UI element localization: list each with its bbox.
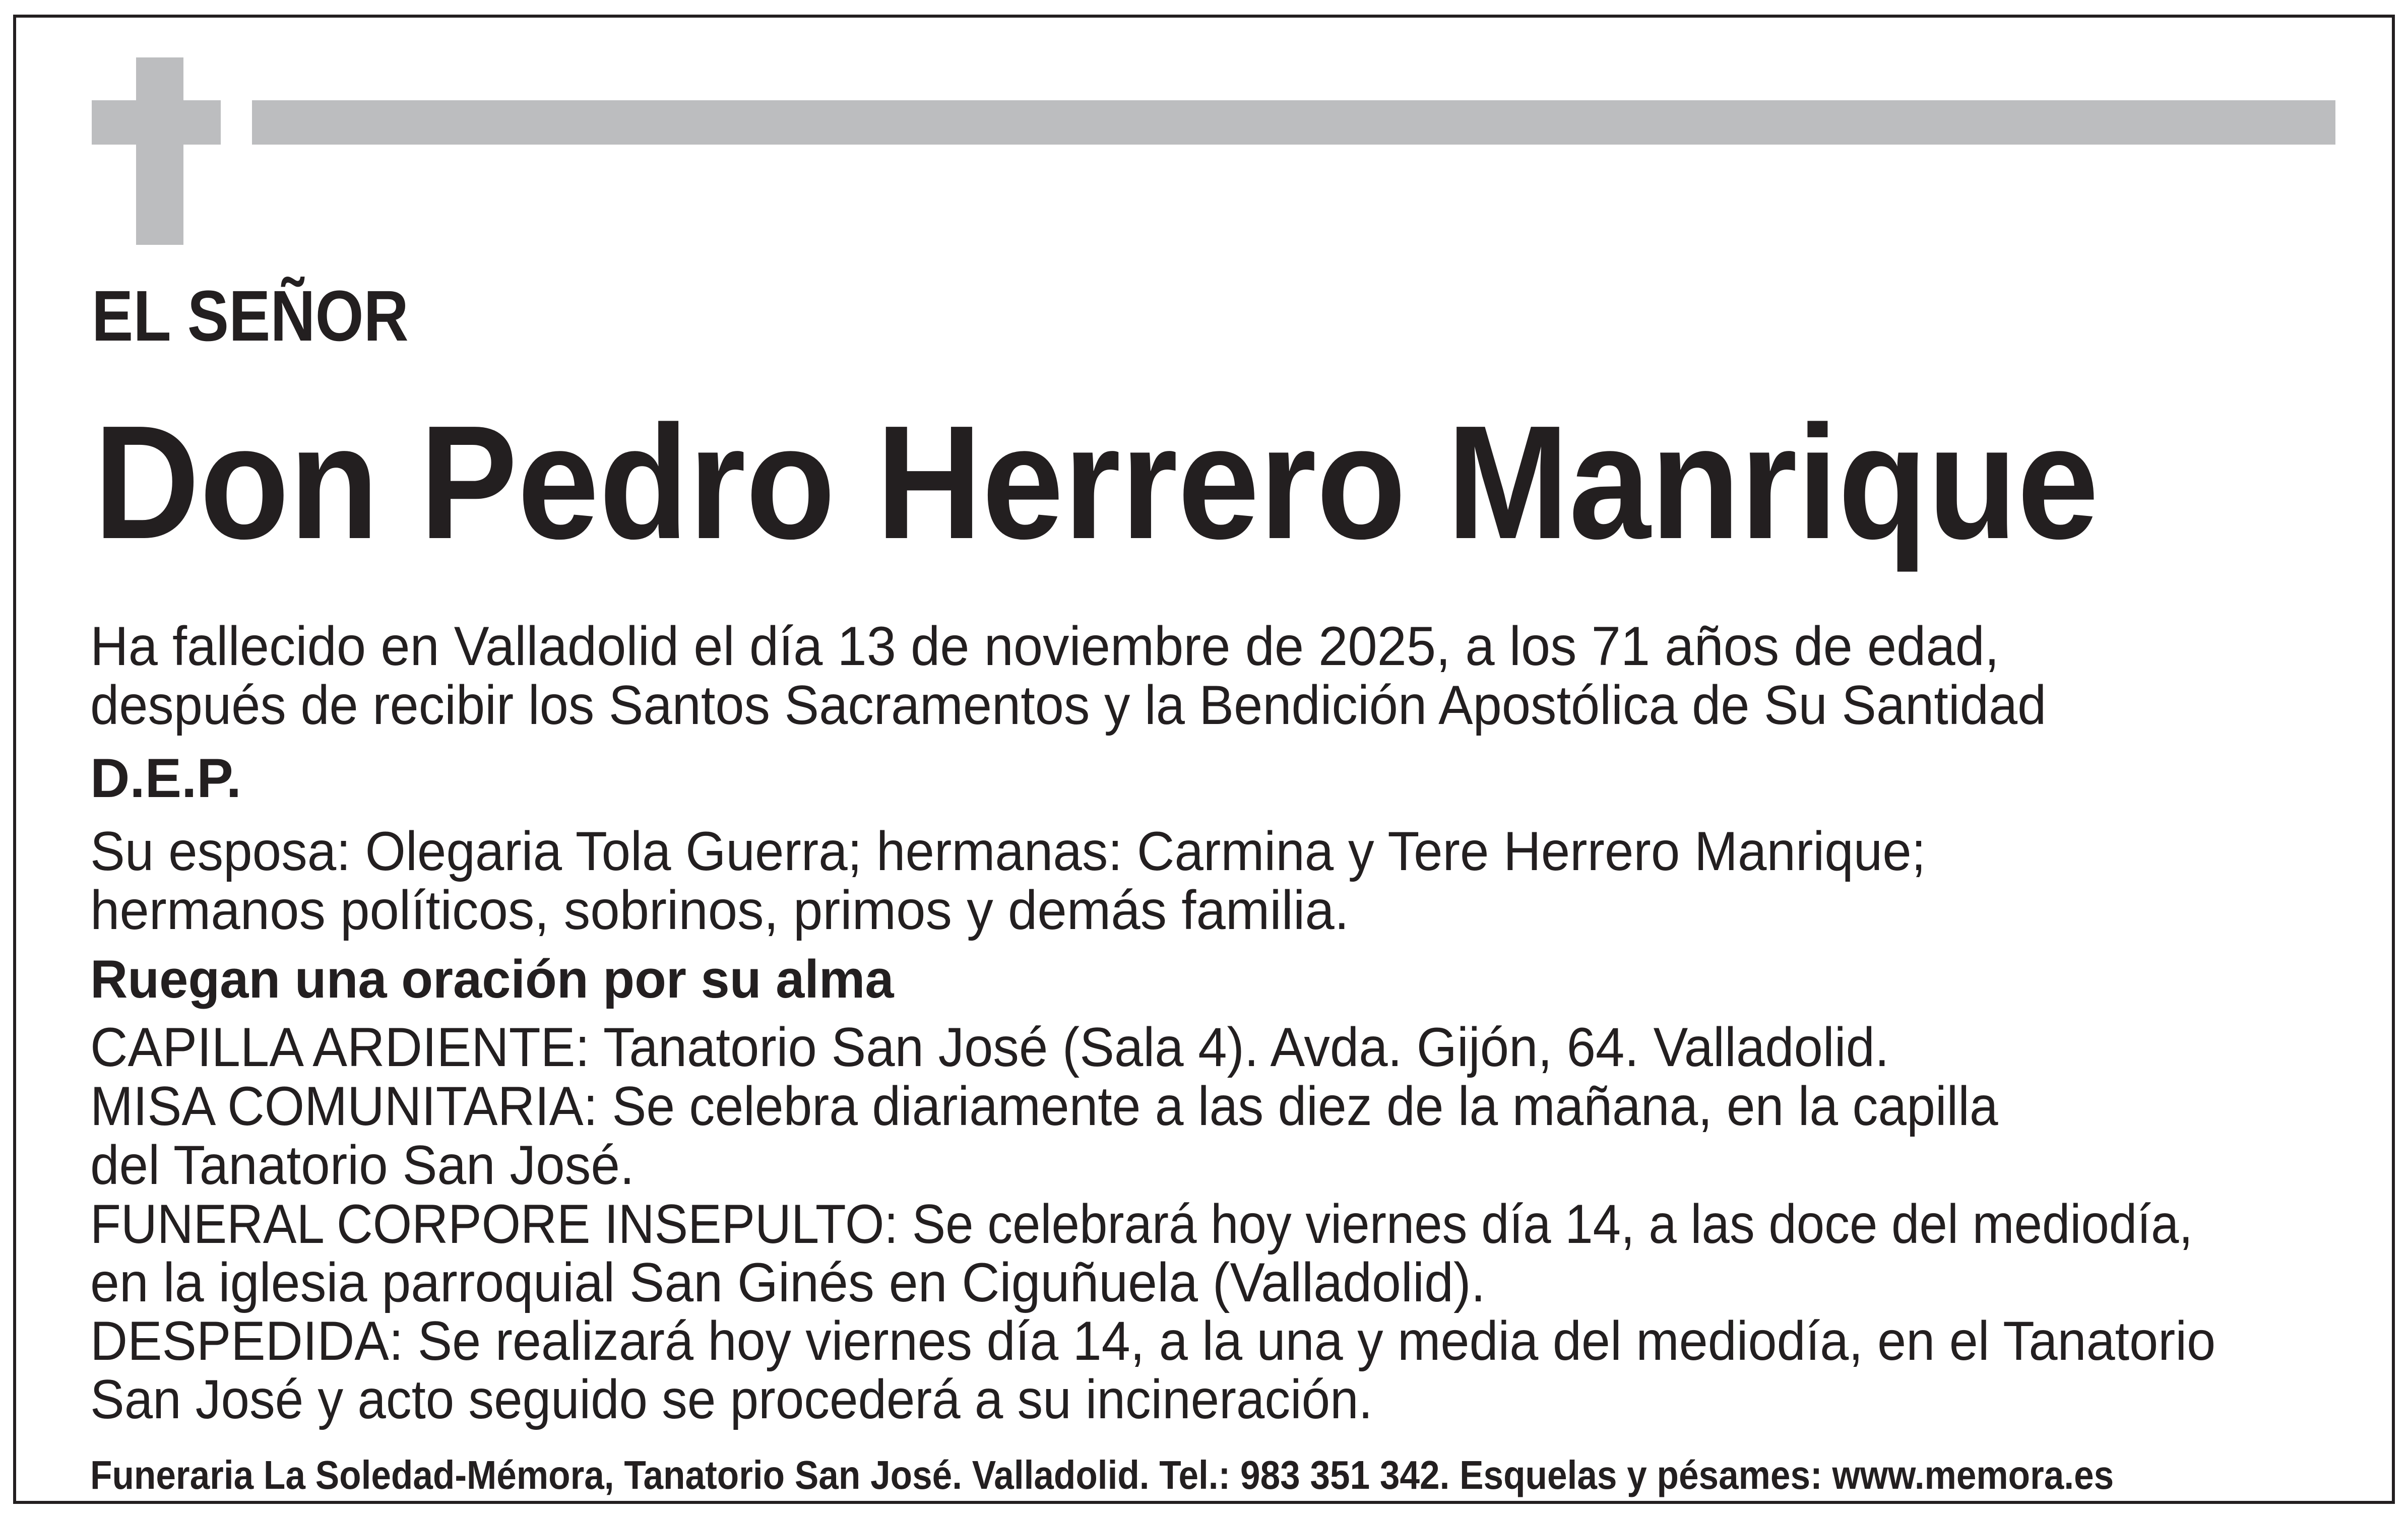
footer-funeral-home: Funeraria La Soledad-Mémora, Tanatorio San José. Valladolid. Tel.: 983 351 342. Esquelas y pésames: www.memora.es [90,1453,2114,1497]
service-despedida-cont: San José y acto seguido se procederá a su incineración. [90,1369,1373,1430]
service-despedida: DESPEDIDA: Se realizará hoy viernes día 14, a la una y media del mediodía, en el Tanatorio [90,1310,2216,1372]
service-misa-comunitaria: MISA COMUNITARIA: Se celebra diariamente a las diez de la mañana, en la capilla [90,1076,1998,1137]
rip-label: D.E.P. [90,748,241,809]
family-line-1: Su esposa: Olegaria Tola Guerra; hermanas: Carmina y Tere Herrero Manrique; [90,821,1926,882]
family-line-2: hermanos políticos, sobrinos, primos y demás familia. [90,880,1349,941]
cross-horizontal-bar [92,100,221,145]
service-funeral-cont: en la iglesia parroquial San Ginés en Ciguñuela (Valladolid). [90,1252,1486,1313]
deceased-name: Don Pedro Herrero Manrique [94,392,2099,573]
cross-vertical-bar [136,57,183,245]
death-notice-line-1: Ha fallecido en Valladolid el día 13 de noviembre de 2025, a los 71 años de edad, [90,616,1999,677]
prayer-request: Ruegan una oración por su alma [90,949,894,1009]
service-capilla-ardiente: CAPILLA ARDIENTE: Tanatorio San José (Sala 4). Avda. Gijón, 64. Valladolid. [90,1017,1889,1078]
service-funeral: FUNERAL CORPORE INSEPULTO: Se celebrará hoy viernes día 14, a las doce del mediodía, [90,1194,2193,1255]
header-rule [252,100,2335,145]
title-prefix: EL SEÑOR [92,276,409,356]
service-misa-comunitaria-cont: del Tanatorio San José. [90,1135,635,1196]
death-notice-line-2: después de recibir los Santos Sacramentos y la Bendición Apostólica de Su Santidad [90,675,2047,736]
